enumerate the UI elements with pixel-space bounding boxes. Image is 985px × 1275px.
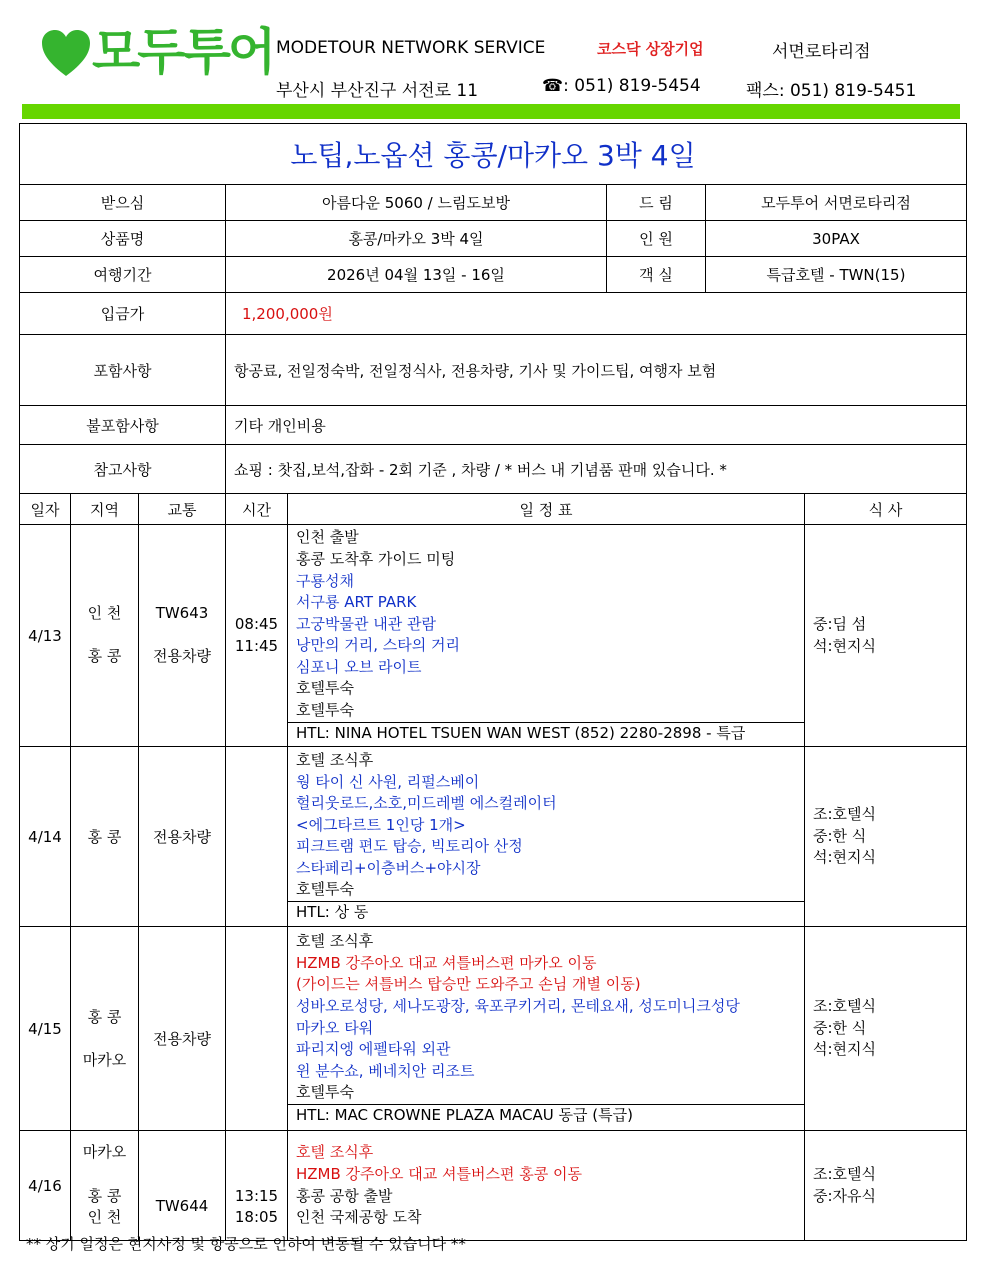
day-transport	[139, 525, 226, 747]
recipient-label: 받으심	[20, 185, 226, 221]
table-row	[20, 1131, 967, 1241]
itinerary-item: <에그타르트 1인당 1개>	[296, 815, 466, 834]
meal-list	[805, 804, 966, 869]
itinerary-item: 스타페리+이층버스+야시장	[296, 858, 481, 877]
meal-item: 조:호텔식	[813, 1164, 877, 1183]
time-line: 18:05	[234, 1208, 279, 1227]
itinerary-item: 헐리웃로드,소호,미드레벨 에스컬레이터	[296, 794, 557, 813]
included-value: 항공료, 전일정숙박, 전일정식사, 전용차량, 기사 및 가이드팁, 여행자 보험	[226, 335, 967, 406]
brand-logo-text: 모두투어	[92, 23, 274, 81]
col-region-header: 지역	[71, 494, 139, 525]
price-value: 1,200,000원	[226, 293, 967, 335]
pax-label: 인 원	[607, 221, 706, 257]
header-divider-bar	[22, 104, 960, 119]
col-transport-header: 교통	[139, 494, 226, 525]
region-line: 마카오	[82, 1051, 127, 1070]
table-row	[20, 927, 967, 1131]
sender-value: 모두투어 서면로타리점	[706, 185, 967, 221]
transport-line: TW644	[155, 1197, 209, 1216]
day-itinerary	[288, 1131, 805, 1241]
transport-line: TW643	[155, 604, 209, 623]
itinerary-item: 홍콩 공항 출발	[296, 1186, 393, 1205]
day-region: 홍 콩	[71, 747, 139, 927]
day-region	[71, 927, 139, 1131]
notes-label: 참고사항	[20, 445, 226, 494]
meal-item: 조:호텔식	[813, 805, 877, 824]
col-meal-header: 식 사	[805, 494, 967, 525]
day-date: 4/15	[20, 927, 71, 1131]
itinerary-item: (가이드는 셔틀버스 탑승만 도와주고 손님 개별 이동)	[296, 975, 641, 994]
meal-item: 석:현지식	[813, 636, 877, 655]
kosdaq-label: 코스닥 상장기업	[597, 40, 704, 58]
document-title: 노팁,노옵션 홍콩/마카오 3박 4일	[20, 124, 967, 185]
day-transport	[139, 927, 226, 1131]
day-time	[226, 927, 288, 1131]
itinerary-items	[288, 1142, 804, 1228]
period-label: 여행기간	[20, 257, 226, 293]
day-meals	[805, 525, 967, 747]
itinerary-item: 성바오로성당, 세나도광장, 육포쿠키거리, 몬테요새, 성도미니크성당	[296, 996, 740, 1015]
day-itinerary	[288, 525, 805, 747]
itinerary-item: 구룡성채	[296, 571, 354, 590]
region-line: 인 천	[87, 604, 122, 623]
day-date: 4/16	[20, 1131, 71, 1241]
itinerary-items	[288, 931, 804, 1104]
day-region	[71, 1131, 139, 1241]
itinerary-item: 피크트램 편도 탑승, 빅토리아 산정	[296, 837, 523, 856]
day-date: 4/14	[20, 747, 71, 927]
itinerary-item: 호텔투숙	[296, 1083, 354, 1102]
transport-line: 전용차량	[153, 647, 211, 666]
product-value: 홍콩/마카오 3박 4일	[226, 221, 607, 257]
meal-list	[805, 1164, 966, 1207]
region-line: 홍 콩	[87, 647, 122, 666]
network-service-label: MODETOUR NETWORK SERVICE	[276, 38, 546, 58]
room-value: 특급호텔 - TWN(15)	[706, 257, 967, 293]
hotel-line: HTL: MAC CROWNE PLAZA MACAU 동급 (특급)	[288, 1104, 804, 1126]
branch-name: 서면로타리점	[772, 42, 871, 62]
itinerary-items	[288, 750, 804, 901]
table-row	[20, 747, 967, 927]
time-line: 11:45	[234, 636, 279, 655]
fax-number: 팩스: 051) 819-5451	[746, 81, 917, 101]
day-transport	[139, 1131, 226, 1241]
itinerary-document-table	[19, 123, 967, 1241]
day-time	[226, 525, 288, 747]
itinerary-item: 낭만의 거리, 스타의 거리	[296, 636, 460, 655]
itinerary-item: HZMB 강주아오 대교 셔틀버스편 홍콩 이동	[296, 1164, 582, 1183]
footer-note: ** 상기 일정은 현지사정 및 항공으로 인하여 변동될 수 있습니다 **	[26, 1235, 466, 1253]
transport-line: 전용차량	[153, 1029, 211, 1048]
itinerary-item: 호텔투숙	[296, 880, 354, 899]
notes-value: 쇼핑 : 찻집,보석,잡화 - 2회 기준 , 차량 / * 버스 내 기념품 판매 있습니다. *	[226, 445, 967, 494]
sender-label: 드 림	[607, 185, 706, 221]
meal-item: 석:현지식	[813, 1040, 877, 1059]
region-line: 마카오	[82, 1143, 127, 1162]
day-date: 4/13	[20, 525, 71, 747]
meal-item: 중:한 식	[813, 826, 867, 845]
period-value: 2026년 04월 13일 - 16일	[226, 257, 607, 293]
col-itinerary-header: 일 정 표	[288, 494, 805, 525]
recipient-value: 아름다운 5060 / 느림도보방	[226, 185, 607, 221]
col-date-header: 일자	[20, 494, 71, 525]
itinerary-item: 고궁박물관 내관 관람	[296, 614, 436, 633]
itinerary-items	[288, 527, 804, 721]
itinerary-item: 호텔 조식후	[296, 750, 374, 769]
room-label: 객 실	[607, 257, 706, 293]
included-label: 포함사항	[20, 335, 226, 406]
price-label: 입금가	[20, 293, 226, 335]
itinerary-item: 서구룡 ART PARK	[296, 593, 417, 612]
heart-logo-icon	[40, 28, 92, 80]
time-line: 13:15	[234, 1186, 279, 1205]
day-itinerary	[288, 927, 805, 1131]
meal-item: 석:현지식	[813, 848, 877, 867]
day-itinerary	[288, 747, 805, 927]
itinerary-item: 윈 분수쇼, 베네치안 리조트	[296, 1061, 475, 1080]
itinerary-item: 웡 타이 신 사원, 리펄스베이	[296, 772, 480, 791]
region-line: 홍 콩	[87, 1007, 122, 1026]
meal-item: 중:한 식	[813, 1018, 867, 1037]
itinerary-item: 호텔투숙	[296, 701, 354, 720]
col-time-header: 시간	[226, 494, 288, 525]
product-label: 상품명	[20, 221, 226, 257]
region-line: 홍 콩	[87, 1186, 122, 1205]
region-line: 인 천	[87, 1208, 122, 1227]
itinerary-item: 파리지엥 에펠타워 외관	[296, 1040, 451, 1059]
time-line: 08:45	[234, 614, 279, 633]
day-meals	[805, 927, 967, 1131]
day-time	[226, 1131, 288, 1241]
day-time	[226, 747, 288, 927]
day-meals	[805, 1131, 967, 1241]
meal-item: 중:자유식	[813, 1186, 877, 1205]
itinerary-item: 호텔 조식후	[296, 1143, 374, 1162]
hotel-line: HTL: NINA HOTEL TSUEN WAN WEST (852) 2280-2898 - 특급	[288, 722, 804, 744]
itinerary-item: 인천 국제공항 도착	[296, 1208, 422, 1227]
meal-list	[805, 996, 966, 1061]
hotel-line: HTL: 상 동	[288, 901, 804, 923]
itinerary-item: 인천 출발	[296, 528, 359, 547]
itinerary-item: HZMB 강주아오 대교 셔틀버스편 마카오 이동	[296, 953, 597, 972]
itinerary-item: 홍콩 도착후 가이드 미팅	[296, 549, 456, 568]
meal-item: 조:호텔식	[813, 997, 877, 1016]
address: 부산시 부산진구 서전로 11	[276, 81, 479, 101]
excluded-label: 불포함사항	[20, 406, 226, 445]
itinerary-item: 심포니 오브 라이트	[296, 657, 422, 676]
itinerary-item: 마카오 타워	[296, 1018, 374, 1037]
meal-item: 중:딤 섬	[813, 614, 867, 633]
day-meals	[805, 747, 967, 927]
meal-list	[805, 614, 966, 657]
table-row	[20, 525, 967, 747]
itinerary-item: 호텔 조식후	[296, 932, 374, 951]
excluded-value: 기타 개인비용	[226, 406, 967, 445]
phone-number: ☎: 051) 819-5454	[542, 76, 701, 96]
day-transport: 전용차량	[139, 747, 226, 927]
day-region	[71, 525, 139, 747]
itinerary-item: 호텔투숙	[296, 679, 354, 698]
pax-value: 30PAX	[706, 221, 967, 257]
